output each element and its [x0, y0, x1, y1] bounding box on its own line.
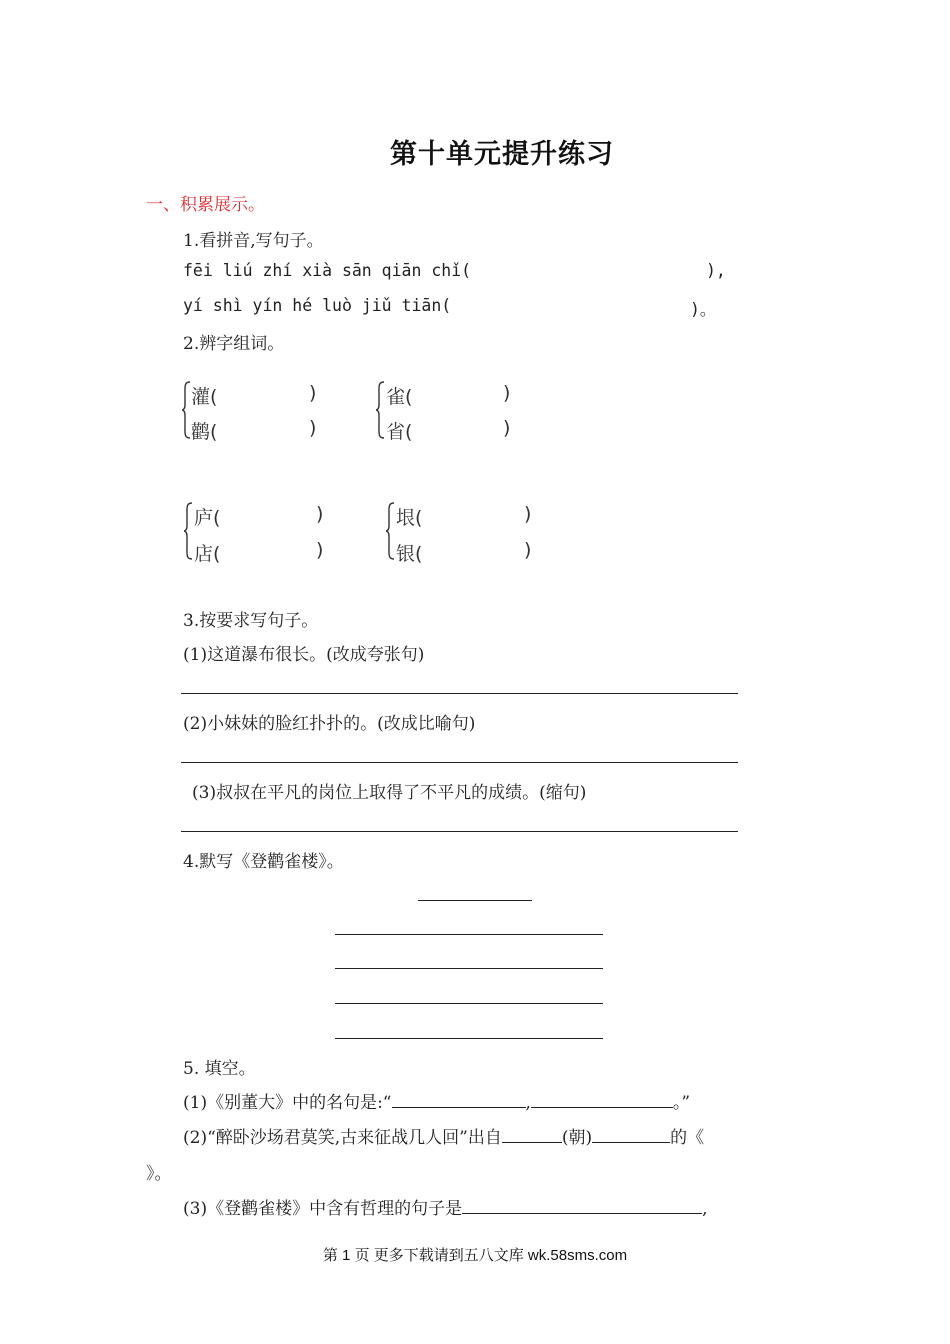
q1-pinyin-line2: yí shì yín hé luò jiǔ tiān(: [183, 296, 452, 315]
q1-pinyin-line1: fēi liú zhí xià sān qiān chǐ(: [183, 261, 472, 280]
q4-label: 4.默写《登鹳雀楼》。: [183, 852, 344, 872]
q5-item-2-text: (2)“醉卧沙场君莫笑,古来征战几人回”出自: [183, 1128, 502, 1148]
q5-item-1-text: (1)《别董大》中的名句是:“: [183, 1093, 392, 1113]
q5-item-3-text: (3)《登鹳雀楼》中含有哲理的句子是: [183, 1199, 463, 1219]
word-group-1a: 灌(: [191, 386, 218, 408]
word-group-3b: 店(: [194, 543, 221, 565]
answer-line[interactable]: [181, 693, 738, 694]
answer-line[interactable]: [181, 762, 738, 763]
fill-blank[interactable]: [392, 1089, 526, 1108]
paren-close: ): [309, 382, 317, 404]
q5-item-2-of: 的《: [670, 1128, 705, 1148]
q1-line2-close: )。: [690, 300, 717, 319]
word-group-3a: 庐(: [194, 507, 221, 529]
paren-close: ): [524, 539, 532, 561]
q5-item-3-comma: ,: [702, 1199, 708, 1219]
poem-line[interactable]: [335, 934, 603, 935]
q5-label: 5. 填空。: [183, 1059, 256, 1079]
q1-label: 1.看拼音,写句子。: [183, 231, 324, 251]
q3-item-1: (1)这道瀑布很长。(改成夸张句): [183, 645, 425, 665]
q5-item-3: [183, 1194, 708, 1219]
paren-close: ): [316, 503, 324, 525]
q5-item-1-end: 。”: [672, 1093, 691, 1113]
brace-icon: [375, 381, 383, 435]
q3-item-2: (2)小妹妹的脸红扑扑的。(改成比喻句): [183, 714, 476, 734]
word-group-2a: 雀(: [386, 386, 413, 408]
paren-close: ): [503, 417, 511, 439]
fill-blank[interactable]: [502, 1124, 562, 1143]
paren-close: ): [503, 382, 511, 404]
q5-item-2-dynasty: (朝): [561, 1128, 593, 1148]
q2-label: 2.辨字组词。: [183, 334, 285, 354]
q3-label: 3.按要求写句子。: [183, 611, 319, 631]
q3-item-3: (3)叔叔在平凡的岗位上取得了不平凡的成绩。(缩句): [192, 783, 587, 803]
q5-item-2: [183, 1123, 704, 1148]
q5-item-1: [183, 1088, 690, 1113]
paren-close: ): [524, 503, 532, 525]
word-group-4a: 垠(: [396, 507, 423, 529]
section-heading: 一、积累展示。: [146, 195, 265, 215]
q5-item-1-comma: ,: [525, 1093, 531, 1113]
fill-blank[interactable]: [592, 1124, 670, 1143]
poem-line[interactable]: [335, 1003, 603, 1004]
poem-title-line[interactable]: [418, 900, 532, 901]
paren-close: ): [316, 539, 324, 561]
brace-icon: [385, 502, 393, 556]
fill-blank[interactable]: [531, 1089, 673, 1108]
brace-icon: [181, 381, 189, 435]
page-title: 第十单元提升练习: [390, 139, 614, 170]
answer-line[interactable]: [181, 831, 738, 832]
poem-line[interactable]: [335, 1038, 603, 1039]
paren-close: ): [309, 417, 317, 439]
q5-item-2-close: 》。: [146, 1164, 172, 1184]
word-group-4b: 银(: [396, 543, 423, 565]
poem-line[interactable]: [335, 968, 603, 969]
q1-line1-close: ),: [706, 261, 726, 280]
page-footer: 第 1 页 更多下载请到五八文库 wk.58sms.com: [322, 1247, 628, 1264]
fill-blank[interactable]: [462, 1195, 702, 1214]
word-group-1b: 鹳(: [191, 421, 218, 443]
word-group-2b: 省(: [386, 421, 413, 443]
brace-icon: [183, 502, 191, 556]
